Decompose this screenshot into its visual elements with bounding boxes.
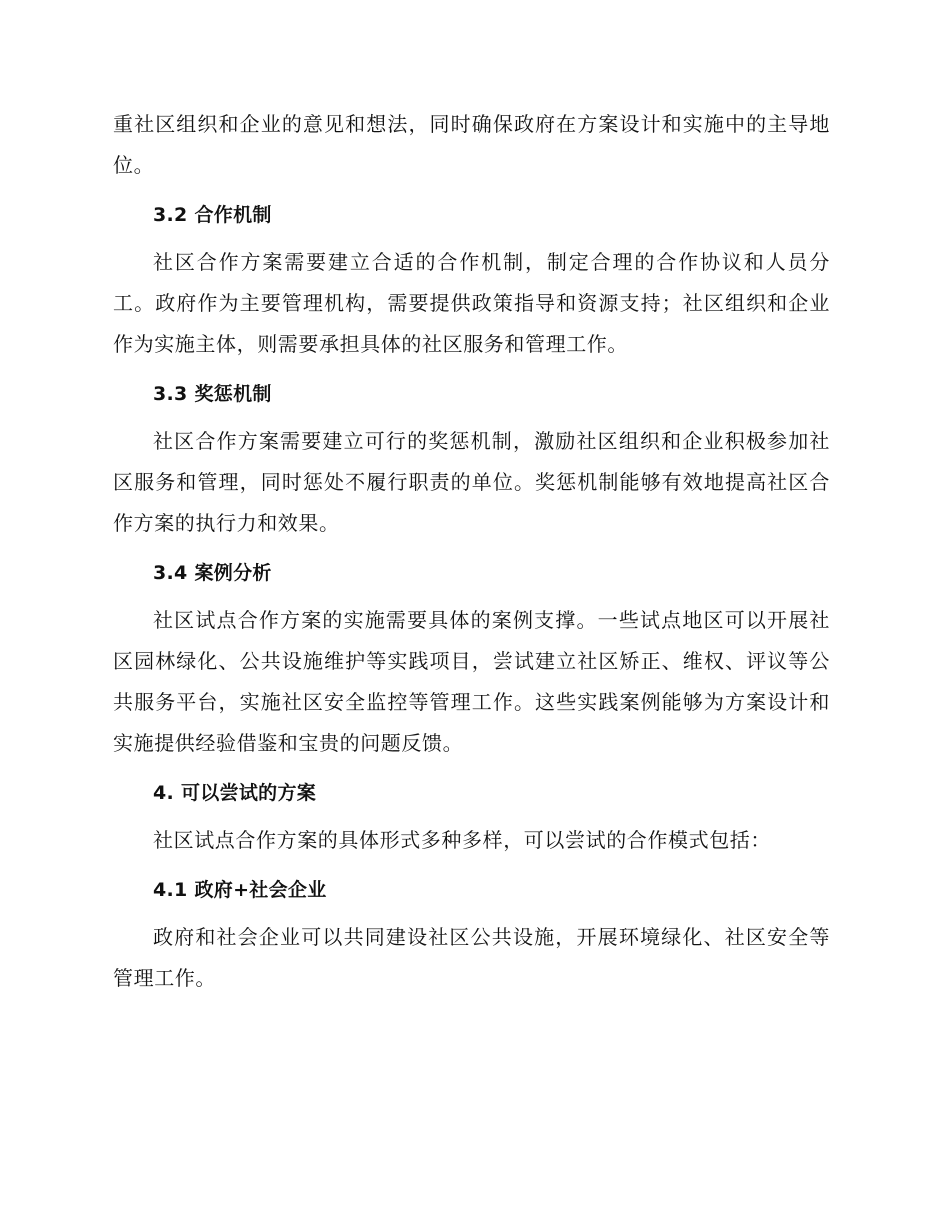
section-heading-3-3: 3.3 奖惩机制 [153,383,272,405]
document-page [113,104,830,999]
section-heading-4-1: 4.1 政府+社会企业 [153,879,327,901]
section-heading-3-4: 3.4 案例分析 [153,562,272,584]
paragraph-case-analysis: 社区试点合作方案的实施需要具体的案例支撑。一些试点地区可以开展社区园林绿化、公共设施维护等实践项目，尝试建立社区矫正、维权、评议等公共服务平台，实施社区安全监控等管理工作。这些实践案例能够为方案设计和实施提供经验借鉴和宝贵的问题反馈。 [113,608,830,755]
paragraph-reward-penalty: 社区合作方案需要建立可行的奖惩机制，激励社区组织和企业积极参加社区服务和管理，同时惩处不履行职责的单位。奖惩机制能够有效地提高社区合作方案的执行力和效果。 [113,429,830,535]
paragraph-options-intro: 社区试点合作方案的具体形式多种多样，可以尝试的合作模式包括： [153,828,771,852]
paragraph-continuation: 重社区组织和企业的意见和想法，同时确保政府在方案设计和实施中的主导地位。 [113,112,830,177]
section-heading-3-2: 3.2 合作机制 [153,204,272,226]
paragraph-cooperation-mechanism: 社区合作方案需要建立合适的合作机制，制定合理的合作协议和人员分工。政府作为主要管理机构，需要提供政策指导和资源支持；社区组织和企业作为实施主体，则需要承担具体的社区服务和管理工作。 [113,250,830,356]
section-heading-4: 4. 可以尝试的方案 [153,782,317,804]
paragraph-government-enterprise: 政府和社会企业可以共同建设社区公共设施，开展环境绿化、社区安全等管理工作。 [113,925,830,990]
